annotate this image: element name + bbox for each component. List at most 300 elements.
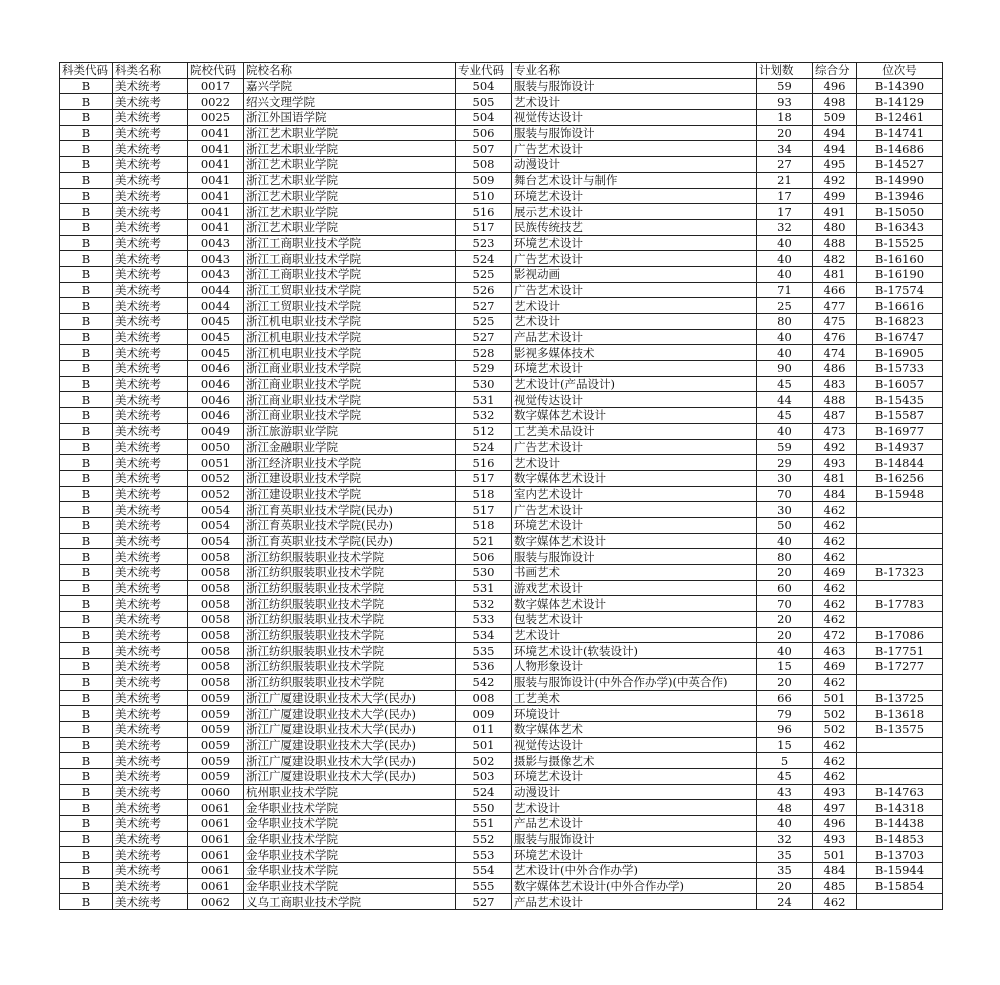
table-row (60, 329, 943, 345)
table-row (60, 172, 943, 188)
category-code-cell: B (60, 831, 113, 847)
plan-count-cell: 96 (757, 721, 813, 737)
rank-cell (857, 674, 943, 690)
category-code-cell: B (60, 298, 113, 314)
rank-cell (857, 894, 943, 910)
school-code-cell: 0058 (188, 549, 244, 565)
table-row (60, 298, 943, 314)
major-code-cell: 011 (456, 721, 512, 737)
school-name-cell: 浙江广厦建设职业技术大学(民办) (244, 721, 456, 737)
category-code-cell: B (60, 455, 113, 471)
category-code-cell: B (60, 266, 113, 282)
major-name-cell: 广告艺术设计 (512, 439, 757, 455)
rank-cell: B-17277 (857, 659, 943, 675)
school-code-cell: 0043 (188, 266, 244, 282)
school-name-cell: 浙江机电职业技术学院 (244, 314, 456, 330)
header-plan-count: 计划数 (757, 63, 813, 79)
school-name-cell: 浙江艺术职业学院 (244, 172, 456, 188)
major-code-cell: 503 (456, 768, 512, 784)
major-name-cell: 艺术设计(产品设计) (512, 376, 757, 392)
category-name-cell: 美术统考 (113, 298, 188, 314)
composite-score-cell: 488 (813, 235, 857, 251)
major-code-cell: 527 (456, 894, 512, 910)
category-code-cell: B (60, 188, 113, 204)
category-name-cell: 美术统考 (113, 125, 188, 141)
plan-count-cell: 17 (757, 188, 813, 204)
school-name-cell: 浙江艺术职业学院 (244, 157, 456, 173)
major-name-cell: 产品艺术设计 (512, 329, 757, 345)
school-code-cell: 0059 (188, 721, 244, 737)
school-code-cell: 0022 (188, 94, 244, 110)
school-code-cell: 0062 (188, 894, 244, 910)
school-name-cell: 浙江经济职业技术学院 (244, 455, 456, 471)
composite-score-cell: 462 (813, 674, 857, 690)
category-code-cell: B (60, 141, 113, 157)
table-row (60, 78, 943, 94)
major-name-cell: 艺术设计(中外合作办学) (512, 863, 757, 879)
category-code-cell: B (60, 361, 113, 377)
major-code-cell: 526 (456, 282, 512, 298)
school-code-cell: 0058 (188, 612, 244, 628)
major-name-cell: 数字媒体艺术设计 (512, 596, 757, 612)
major-code-cell: 516 (456, 455, 512, 471)
category-name-cell: 美术统考 (113, 816, 188, 832)
major-name-cell: 影视动画 (512, 266, 757, 282)
plan-count-cell: 20 (757, 674, 813, 690)
major-code-cell: 534 (456, 627, 512, 643)
school-name-cell: 金华职业技术学院 (244, 847, 456, 863)
plan-count-cell: 40 (757, 643, 813, 659)
major-code-cell: 532 (456, 596, 512, 612)
category-name-cell: 美术统考 (113, 643, 188, 659)
rank-cell (857, 502, 943, 518)
major-code-cell: 527 (456, 298, 512, 314)
school-code-cell: 0059 (188, 753, 244, 769)
major-code-cell: 550 (456, 800, 512, 816)
category-name-cell: 美术统考 (113, 831, 188, 847)
school-code-cell: 0058 (188, 659, 244, 675)
major-name-cell: 广告艺术设计 (512, 502, 757, 518)
category-name-cell: 美术统考 (113, 204, 188, 220)
rank-cell: B-14990 (857, 172, 943, 188)
composite-score-cell: 472 (813, 627, 857, 643)
major-code-cell: 524 (456, 251, 512, 267)
category-code-cell: B (60, 706, 113, 722)
category-name-cell: 美术统考 (113, 894, 188, 910)
table-row (60, 690, 943, 706)
category-code-cell: B (60, 204, 113, 220)
composite-score-cell: 484 (813, 863, 857, 879)
major-name-cell: 展示艺术设计 (512, 204, 757, 220)
composite-score-cell: 492 (813, 172, 857, 188)
major-code-cell: 512 (456, 423, 512, 439)
category-code-cell: B (60, 125, 113, 141)
category-code-cell: B (60, 816, 113, 832)
school-code-cell: 0061 (188, 816, 244, 832)
category-code-cell: B (60, 800, 113, 816)
plan-count-cell: 15 (757, 737, 813, 753)
plan-count-cell: 93 (757, 94, 813, 110)
table-row (60, 376, 943, 392)
table-row (60, 580, 943, 596)
category-name-cell: 美术统考 (113, 768, 188, 784)
school-code-cell: 0044 (188, 298, 244, 314)
major-name-cell: 环境艺术设计 (512, 188, 757, 204)
category-code-cell: B (60, 94, 113, 110)
major-code-cell: 502 (456, 753, 512, 769)
rank-cell: B-15944 (857, 863, 943, 879)
school-name-cell: 浙江育英职业技术学院(民办) (244, 533, 456, 549)
major-name-cell: 数字媒体艺术设计 (512, 533, 757, 549)
table-row (60, 455, 943, 471)
category-code-cell: B (60, 580, 113, 596)
school-name-cell: 浙江艺术职业学院 (244, 125, 456, 141)
header-rank: 位次号 (857, 63, 943, 79)
rank-cell: B-13703 (857, 847, 943, 863)
major-name-cell: 服装与服饰设计 (512, 78, 757, 94)
school-code-cell: 0046 (188, 376, 244, 392)
table-row (60, 408, 943, 424)
school-code-cell: 0041 (188, 188, 244, 204)
school-code-cell: 0046 (188, 392, 244, 408)
major-name-cell: 工艺美术品设计 (512, 423, 757, 439)
major-name-cell: 动漫设计 (512, 157, 757, 173)
category-name-cell: 美术统考 (113, 549, 188, 565)
school-code-cell: 0052 (188, 486, 244, 502)
category-code-cell: B (60, 690, 113, 706)
composite-score-cell: 462 (813, 549, 857, 565)
table-row (60, 219, 943, 235)
category-code-cell: B (60, 768, 113, 784)
category-code-cell: B (60, 78, 113, 94)
category-name-cell: 美术统考 (113, 800, 188, 816)
composite-score-cell: 466 (813, 282, 857, 298)
major-code-cell: 533 (456, 612, 512, 628)
major-name-cell: 艺术设计 (512, 298, 757, 314)
table-row (60, 251, 943, 267)
school-name-cell: 浙江工贸职业技术学院 (244, 282, 456, 298)
major-code-cell: 504 (456, 110, 512, 126)
major-code-cell: 517 (456, 502, 512, 518)
school-code-cell: 0041 (188, 172, 244, 188)
composite-score-cell: 496 (813, 78, 857, 94)
category-name-cell: 美术统考 (113, 439, 188, 455)
table-row (60, 753, 943, 769)
plan-count-cell: 27 (757, 157, 813, 173)
plan-count-cell: 21 (757, 172, 813, 188)
composite-score-cell: 487 (813, 408, 857, 424)
category-code-cell: B (60, 345, 113, 361)
school-name-cell: 浙江纺织服装职业技术学院 (244, 549, 456, 565)
composite-score-cell: 482 (813, 251, 857, 267)
header-row (60, 63, 943, 79)
table-row (60, 643, 943, 659)
major-code-cell: 527 (456, 329, 512, 345)
category-code-cell: B (60, 219, 113, 235)
school-name-cell: 浙江纺织服装职业技术学院 (244, 643, 456, 659)
composite-score-cell: 481 (813, 266, 857, 282)
school-code-cell: 0058 (188, 580, 244, 596)
rank-cell: B-13618 (857, 706, 943, 722)
major-code-cell: 524 (456, 439, 512, 455)
major-name-cell: 环境艺术设计 (512, 361, 757, 377)
category-name-cell: 美术统考 (113, 94, 188, 110)
school-code-cell: 0054 (188, 517, 244, 533)
table-row (60, 612, 943, 628)
school-code-cell: 0059 (188, 706, 244, 722)
category-name-cell: 美术统考 (113, 706, 188, 722)
school-name-cell: 浙江纺织服装职业技术学院 (244, 596, 456, 612)
major-name-cell: 舞台艺术设计与制作 (512, 172, 757, 188)
rank-cell: B-12461 (857, 110, 943, 126)
table-row (60, 502, 943, 518)
school-code-cell: 0058 (188, 627, 244, 643)
rank-cell: B-16190 (857, 266, 943, 282)
composite-score-cell: 469 (813, 659, 857, 675)
category-code-cell: B (60, 721, 113, 737)
composite-score-cell: 494 (813, 125, 857, 141)
plan-count-cell: 60 (757, 580, 813, 596)
plan-count-cell: 34 (757, 141, 813, 157)
composite-score-cell: 495 (813, 157, 857, 173)
plan-count-cell: 35 (757, 847, 813, 863)
category-code-cell: B (60, 643, 113, 659)
major-name-cell: 数字媒体艺术 (512, 721, 757, 737)
school-code-cell: 0046 (188, 361, 244, 377)
rank-cell: B-14438 (857, 816, 943, 832)
composite-score-cell: 486 (813, 361, 857, 377)
plan-count-cell: 45 (757, 768, 813, 784)
plan-count-cell: 24 (757, 894, 813, 910)
plan-count-cell: 20 (757, 125, 813, 141)
category-code-cell: B (60, 878, 113, 894)
category-name-cell: 美术统考 (113, 455, 188, 471)
category-code-cell: B (60, 157, 113, 173)
composite-score-cell: 494 (813, 141, 857, 157)
table-row (60, 768, 943, 784)
major-code-cell: 532 (456, 408, 512, 424)
admission-score-table (59, 62, 943, 910)
major-name-cell: 广告艺术设计 (512, 141, 757, 157)
plan-count-cell: 30 (757, 502, 813, 518)
major-name-cell: 艺术设计 (512, 800, 757, 816)
major-code-cell: 530 (456, 376, 512, 392)
category-name-cell: 美术统考 (113, 659, 188, 675)
school-code-cell: 0043 (188, 235, 244, 251)
category-name-cell: 美术统考 (113, 486, 188, 502)
category-code-cell: B (60, 847, 113, 863)
school-name-cell: 浙江纺织服装职业技术学院 (244, 565, 456, 581)
school-name-cell: 浙江纺织服装职业技术学院 (244, 627, 456, 643)
composite-score-cell: 462 (813, 768, 857, 784)
school-code-cell: 0041 (188, 204, 244, 220)
composite-score-cell: 502 (813, 721, 857, 737)
school-name-cell: 浙江建设职业技术学院 (244, 470, 456, 486)
table-row (60, 706, 943, 722)
school-name-cell: 浙江育英职业技术学院(民办) (244, 517, 456, 533)
major-code-cell: 009 (456, 706, 512, 722)
rank-cell (857, 753, 943, 769)
rank-cell (857, 549, 943, 565)
plan-count-cell: 40 (757, 329, 813, 345)
rank-cell: B-16977 (857, 423, 943, 439)
major-name-cell: 包装艺术设计 (512, 612, 757, 628)
category-code-cell: B (60, 502, 113, 518)
major-code-cell: 531 (456, 392, 512, 408)
table-row (60, 345, 943, 361)
major-code-cell: 535 (456, 643, 512, 659)
plan-count-cell: 40 (757, 345, 813, 361)
category-code-cell: B (60, 314, 113, 330)
major-code-cell: 505 (456, 94, 512, 110)
major-name-cell: 服装与服饰设计(中外合作办学)(中英合作) (512, 674, 757, 690)
major-name-cell: 艺术设计 (512, 314, 757, 330)
school-code-cell: 0059 (188, 768, 244, 784)
table-row (60, 674, 943, 690)
table-row (60, 737, 943, 753)
rank-cell: B-13725 (857, 690, 943, 706)
category-code-cell: B (60, 863, 113, 879)
school-code-cell: 0041 (188, 219, 244, 235)
composite-score-cell: 462 (813, 533, 857, 549)
category-name-cell: 美术统考 (113, 784, 188, 800)
plan-count-cell: 30 (757, 470, 813, 486)
major-code-cell: 531 (456, 580, 512, 596)
category-name-cell: 美术统考 (113, 329, 188, 345)
school-name-cell: 浙江工商职业技术学院 (244, 251, 456, 267)
school-code-cell: 0046 (188, 408, 244, 424)
composite-score-cell: 493 (813, 455, 857, 471)
category-name-cell: 美术统考 (113, 565, 188, 581)
table-row (60, 627, 943, 643)
plan-count-cell: 48 (757, 800, 813, 816)
category-name-cell: 美术统考 (113, 376, 188, 392)
school-name-cell: 浙江广厦建设职业技术大学(民办) (244, 706, 456, 722)
school-name-cell: 浙江育英职业技术学院(民办) (244, 502, 456, 518)
category-code-cell: B (60, 470, 113, 486)
rank-cell: B-14318 (857, 800, 943, 816)
major-code-cell: 529 (456, 361, 512, 377)
category-code-cell: B (60, 251, 113, 267)
rank-cell: B-14527 (857, 157, 943, 173)
school-code-cell: 0017 (188, 78, 244, 94)
rank-cell: B-16905 (857, 345, 943, 361)
major-code-cell: 509 (456, 172, 512, 188)
major-name-cell: 广告艺术设计 (512, 282, 757, 298)
category-name-cell: 美术统考 (113, 141, 188, 157)
plan-count-cell: 45 (757, 408, 813, 424)
major-name-cell: 视觉传达设计 (512, 737, 757, 753)
major-code-cell: 517 (456, 219, 512, 235)
composite-score-cell: 462 (813, 894, 857, 910)
school-name-cell: 金华职业技术学院 (244, 863, 456, 879)
school-code-cell: 0060 (188, 784, 244, 800)
table-row (60, 314, 943, 330)
rank-cell: B-15733 (857, 361, 943, 377)
major-code-cell: 518 (456, 486, 512, 502)
school-code-cell: 0049 (188, 423, 244, 439)
table-row (60, 596, 943, 612)
table-row (60, 439, 943, 455)
school-name-cell: 浙江金融职业学院 (244, 439, 456, 455)
school-name-cell: 浙江商业职业技术学院 (244, 376, 456, 392)
table-row (60, 94, 943, 110)
plan-count-cell: 18 (757, 110, 813, 126)
school-code-cell: 0058 (188, 596, 244, 612)
plan-count-cell: 40 (757, 533, 813, 549)
category-code-cell: B (60, 329, 113, 345)
school-name-cell: 嘉兴学院 (244, 78, 456, 94)
plan-count-cell: 43 (757, 784, 813, 800)
major-code-cell: 551 (456, 816, 512, 832)
major-code-cell: 525 (456, 266, 512, 282)
plan-count-cell: 59 (757, 439, 813, 455)
plan-count-cell: 59 (757, 78, 813, 94)
major-name-cell: 数字媒体艺术设计 (512, 408, 757, 424)
table-row (60, 659, 943, 675)
composite-score-cell: 485 (813, 878, 857, 894)
rank-cell: B-14937 (857, 439, 943, 455)
school-code-cell: 0050 (188, 439, 244, 455)
major-code-cell: 542 (456, 674, 512, 690)
school-code-cell: 0061 (188, 863, 244, 879)
category-code-cell: B (60, 612, 113, 628)
plan-count-cell: 40 (757, 423, 813, 439)
school-name-cell: 义乌工商职业技术学院 (244, 894, 456, 910)
school-code-cell: 0058 (188, 643, 244, 659)
category-code-cell: B (60, 596, 113, 612)
category-name-cell: 美术统考 (113, 266, 188, 282)
school-code-cell: 0041 (188, 141, 244, 157)
major-name-cell: 室内艺术设计 (512, 486, 757, 502)
major-code-cell: 554 (456, 863, 512, 879)
rank-cell: B-13946 (857, 188, 943, 204)
category-name-cell: 美术统考 (113, 78, 188, 94)
plan-count-cell: 20 (757, 878, 813, 894)
school-name-cell: 浙江纺织服装职业技术学院 (244, 659, 456, 675)
school-name-cell: 金华职业技术学院 (244, 800, 456, 816)
school-name-cell: 浙江艺术职业学院 (244, 219, 456, 235)
composite-score-cell: 488 (813, 392, 857, 408)
major-name-cell: 服装与服饰设计 (512, 125, 757, 141)
table-row (60, 878, 943, 894)
rank-cell: B-14129 (857, 94, 943, 110)
category-code-cell: B (60, 894, 113, 910)
table-row (60, 894, 943, 910)
plan-count-cell: 20 (757, 565, 813, 581)
major-name-cell: 数字媒体艺术设计 (512, 470, 757, 486)
category-name-cell: 美术统考 (113, 314, 188, 330)
category-code-cell: B (60, 392, 113, 408)
category-name-cell: 美术统考 (113, 596, 188, 612)
plan-count-cell: 15 (757, 659, 813, 675)
rank-cell: B-16747 (857, 329, 943, 345)
school-name-cell: 浙江建设职业技术学院 (244, 486, 456, 502)
school-name-cell: 浙江广厦建设职业技术大学(民办) (244, 737, 456, 753)
school-name-cell: 金华职业技术学院 (244, 878, 456, 894)
major-code-cell: 525 (456, 314, 512, 330)
school-name-cell: 浙江艺术职业学院 (244, 188, 456, 204)
category-code-cell: B (60, 439, 113, 455)
major-name-cell: 产品艺术设计 (512, 816, 757, 832)
school-code-cell: 0054 (188, 533, 244, 549)
school-code-cell: 0044 (188, 282, 244, 298)
category-code-cell: B (60, 627, 113, 643)
plan-count-cell: 71 (757, 282, 813, 298)
composite-score-cell: 469 (813, 565, 857, 581)
table-row (60, 847, 943, 863)
rank-cell: B-16823 (857, 314, 943, 330)
